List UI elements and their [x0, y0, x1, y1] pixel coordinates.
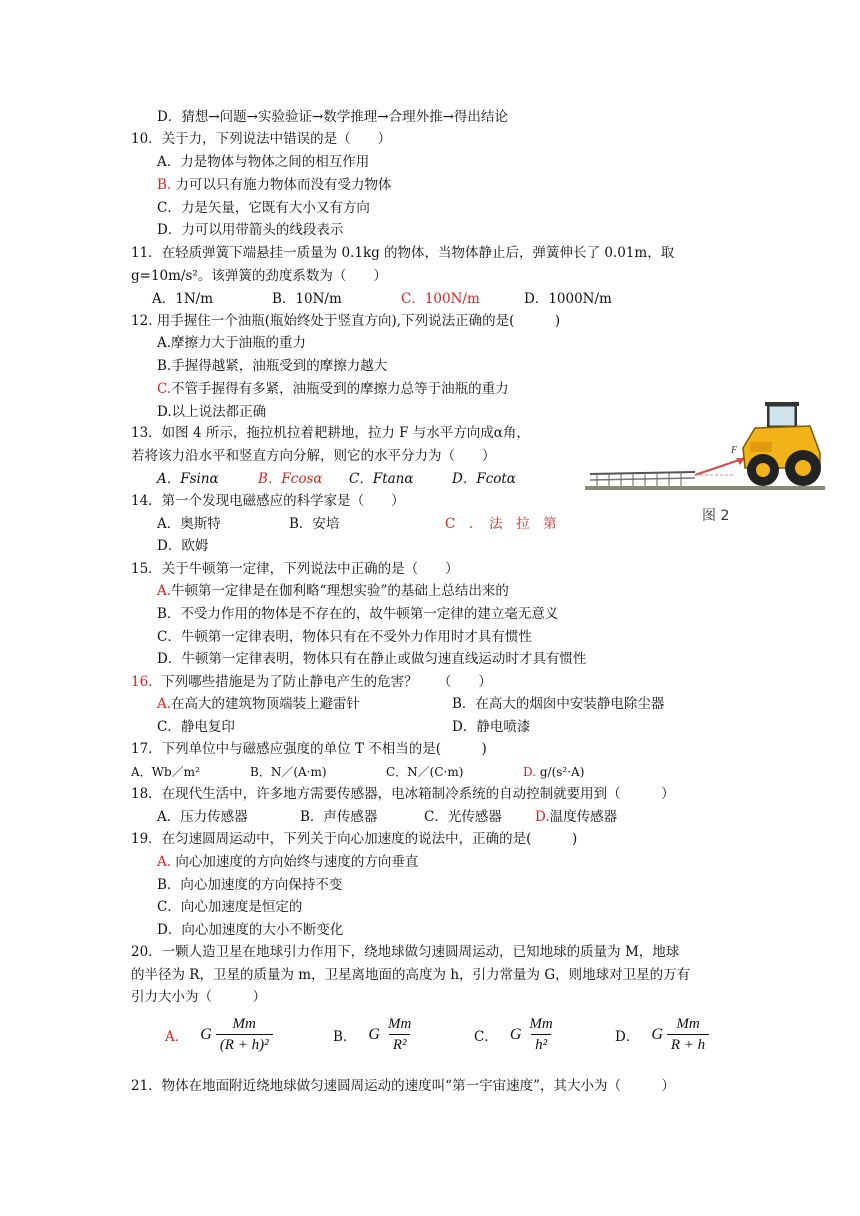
numerator: Mm: [529, 1016, 553, 1032]
option-text: 牛顿第一定律是在伽利略“理想实验”的基础上总结出来的: [171, 583, 509, 599]
option-text: 温度传感器: [549, 809, 618, 825]
option-label: B．: [333, 1029, 357, 1045]
q18-option-a: A．压力传感器: [157, 809, 248, 825]
q11-stem-line1: 11．在轻质弹簧下端悬挂一质量为 0.1kg 的物体，当物体静止后，弹簧伸长了 0.01m，取: [131, 245, 675, 261]
option-text: 向心加速度的方向始终与速度的方向垂直: [175, 854, 419, 870]
q13-stem-line2: 若将该力沿水平和竖直方向分解，则它的水平分力为（ ）: [131, 448, 496, 464]
numerator: Mm: [387, 1016, 412, 1032]
q13-option-d: D．Fcotα: [452, 471, 516, 487]
q12-option-d: D.以上说法都正确: [157, 404, 267, 420]
denominator: R²: [389, 1034, 411, 1054]
q14-option-c: [445, 514, 557, 534]
option-text: C ． 法 拉 第: [445, 516, 557, 532]
q11-option-a: A．1N/m: [152, 291, 214, 307]
q17-option-a: A．Wb／m²: [131, 765, 200, 779]
answer-label: D.: [535, 809, 550, 825]
fraction: [216, 1016, 273, 1054]
q14-option-d: D．欧姆: [157, 538, 209, 554]
q11-option-d: D．1000N/m: [524, 291, 612, 307]
q10-option-c: C．力是矢量，它既有大小又有方向: [157, 200, 370, 216]
gravitational-constant: G: [651, 1026, 663, 1043]
figure-caption: 图 2: [702, 508, 730, 524]
q15-option-c: C．牛顿第一定律表明，物体只有在不受外力作用时才具有惯性: [157, 629, 532, 645]
tractor-figure: [585, 398, 825, 498]
option-label: D．: [615, 1029, 640, 1045]
q17-option-d: [523, 762, 584, 782]
q12-option-c: [157, 379, 509, 399]
q13-option-c: C．Ftanα: [349, 471, 414, 487]
q15-stem: 15．关于牛顿第一定律，下列说法中正确的是（ ）: [131, 561, 459, 577]
q15-option-a: [157, 581, 509, 601]
question-number: 16.: [131, 674, 153, 690]
q12-stem: [131, 311, 560, 331]
q11-option-c: C．100N/m: [401, 291, 480, 307]
q15-option-d: D．牛顿第一定律表明，物体只有在静止或做匀速直线运动时才具有惯性: [157, 651, 587, 667]
q13-option-b: B．Fcosα: [258, 471, 323, 487]
q18-option-d: [535, 807, 617, 827]
q20-stem-line2: 的半径为 R，卫星的质量为 m，卫星离地面的高度为 h，引力常量为 G，则地球对卫星的万有: [131, 967, 691, 983]
denominator: R + h: [667, 1034, 709, 1054]
q20-option-c: [474, 1016, 557, 1054]
numerator: Mm: [676, 1016, 700, 1032]
option-text: g/(s²·A): [539, 765, 585, 779]
q12-option-a: A.摩擦力大于油瓶的重力: [157, 335, 307, 351]
q19-option-c: C．向心加速度是恒定的: [157, 899, 303, 915]
q18-stem: 18．在现代生活中，许多地方需要传感器，电冰箱制冷系统的自动控制就要用到（ ）: [131, 786, 675, 802]
denominator: h²: [531, 1034, 551, 1054]
q14-option-b: B．安培: [289, 516, 340, 532]
tractor-icon: [743, 402, 821, 486]
q19-option-b: B．向心加速度的方向保持不变: [157, 877, 343, 893]
answer-label: D.: [523, 765, 537, 779]
ground-line: [585, 486, 825, 490]
gravitational-constant: G: [200, 1026, 212, 1043]
gravitational-constant: G: [368, 1026, 380, 1043]
q16-option-c: C．静电复印: [157, 719, 235, 735]
q19-option-d: D．向心加速度的大小不断变化: [157, 922, 344, 938]
answer-label: A.: [157, 696, 172, 712]
stem-text: 下列哪些措施是为了防止静电产生的危害？ （ ）: [161, 674, 492, 690]
answer-label: A.: [157, 854, 172, 870]
q18-option-b: B．声传感器: [300, 809, 378, 825]
option-label: C．: [474, 1029, 498, 1045]
q17-stem: 17．下列单位中与磁感应强度的单位 T 不相当的是( ): [131, 741, 487, 757]
q16-option-b: B．在高大的烟囱中安装静电除尘器: [452, 696, 665, 712]
q16-stem: [131, 672, 492, 692]
q10-stem: 10．关于力，下列说法中错误的是（ ）: [131, 131, 392, 147]
q14-stem: 14．第一个发现电磁感应的科学家是（ ）: [131, 493, 405, 509]
q10-option-a: A．力是物体与物体之间的相互作用: [157, 154, 370, 170]
q12-stem-text: 12. 用手握住一个油瓶(瓶始终处于竖直方向),下列说法正确的是( ): [131, 313, 561, 329]
q12-option-b: B.手握得越紧，油瓶受到的摩擦力越大: [157, 358, 388, 374]
q13-stem-line1: 13．如图 4 所示，拖拉机拉着耙耕地，拉力 F 与水平方向成α角，: [131, 425, 530, 441]
fraction: [384, 1016, 415, 1054]
q20-stem-line3: 引力大小为（ ）: [131, 989, 266, 1005]
answer-label: A．: [165, 1029, 189, 1045]
option-text: 在高大的建筑物顶端装上避雷针: [171, 696, 361, 712]
harrow-icon: [590, 472, 695, 486]
q19-stem: 19．在匀速圆周运动中，下列关于向心加速度的说法中，正确的是( ): [131, 831, 578, 847]
answer-label: A.: [157, 583, 172, 599]
answer-label: B.: [157, 177, 172, 193]
q21-stem: 21．物体在地面附近绕地球做匀速圆周运动的速度叫“第一宇宙速度”，其大小为（ ）: [131, 1078, 675, 1094]
denominator: (R + h)²: [216, 1034, 273, 1054]
q16-option-d: D．静电喷漆: [452, 719, 531, 735]
q20-stem-line1: 20．一颗人造卫星在地球引力作用下，绕地球做匀速圆周运动，已知地球的质量为 M，地球: [131, 944, 680, 960]
fraction: [525, 1016, 556, 1054]
numerator: Mm: [232, 1016, 256, 1032]
q11-option-b: B．10N/m: [272, 291, 342, 307]
q14-option-a: A．奥斯特: [157, 516, 221, 532]
q17-option-b: B．N／(A·m): [250, 765, 327, 779]
q18-option-c: C．光传感器: [424, 809, 502, 825]
option-text: 力可以只有施力物体而没有受力物体: [175, 177, 392, 193]
q10-option-d: D．力可以用带箭头的线段表示: [157, 222, 344, 238]
q11-stem-line2: g=10m/s²。该弹簧的劲度系数为（ ）: [131, 268, 387, 284]
q19-option-a: [157, 852, 418, 872]
q20-option-a: [165, 1016, 273, 1054]
q13-option-a: A．Fsinα: [157, 471, 219, 487]
force-label: F: [731, 445, 738, 456]
answer-label: C.: [157, 381, 172, 397]
q20-option-d: [615, 1016, 709, 1054]
option-text: 不管手握得有多紧，油瓶受到的摩擦力总等于油瓶的重力: [171, 381, 509, 397]
q10-option-b: [157, 175, 392, 195]
fraction: [667, 1016, 709, 1054]
gravitational-constant: G: [509, 1026, 522, 1043]
q17-option-c: C．N／(C·m): [386, 765, 464, 779]
q9-option-d: D．猜想→问题→实验验证→数学推理→合理外推→得出结论: [157, 109, 508, 125]
q15-option-b: B．不受力作用的物体是不存在的，故牛顿第一定律的建立毫无意义: [157, 606, 559, 622]
q20-option-b: [333, 1016, 415, 1054]
q16-option-a: [157, 694, 360, 714]
